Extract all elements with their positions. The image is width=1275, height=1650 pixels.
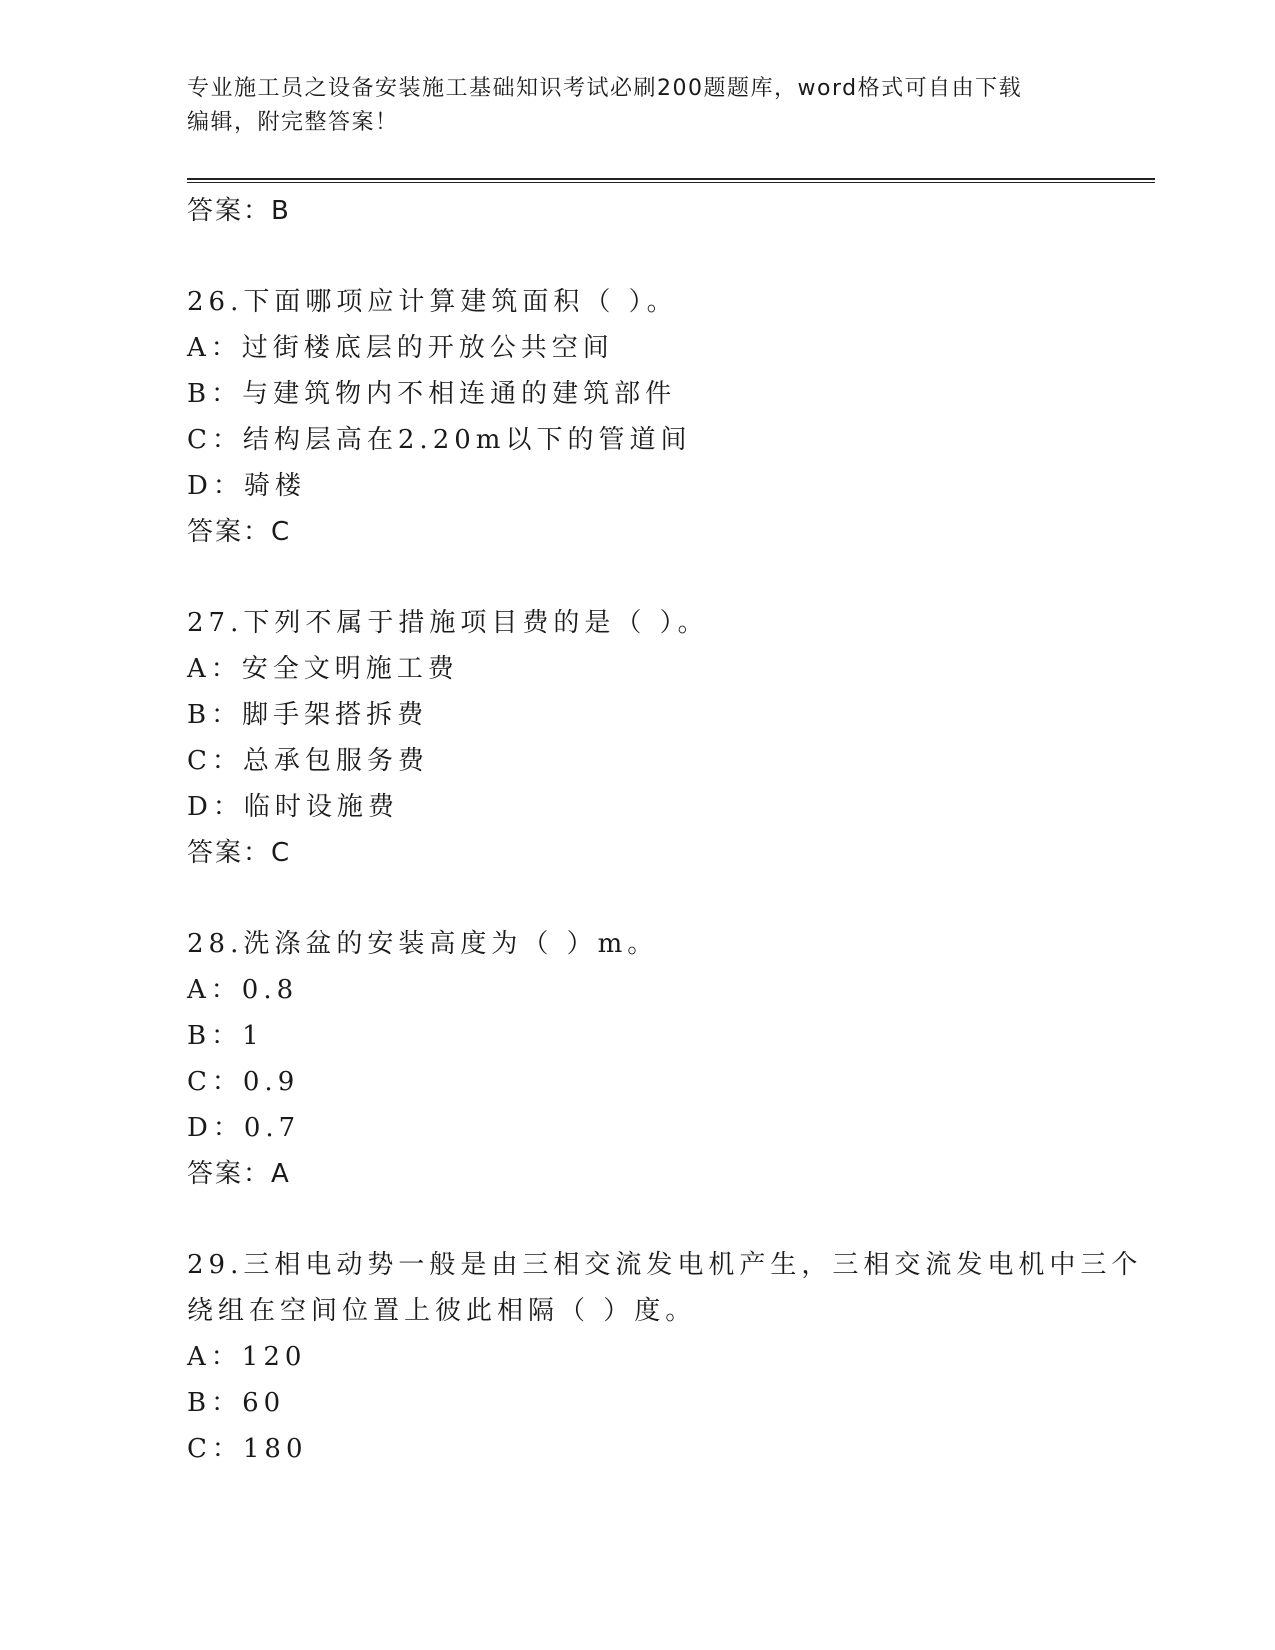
question-stem: 29.三相电动势一般是由三相交流发电机产生，三相交流发电机中三个 xyxy=(187,1250,1143,1280)
option-a: A：过街楼底层的开放公共空间 xyxy=(187,333,614,363)
question-27 xyxy=(187,600,1087,876)
question-stem: 26.下面哪项应计算建筑面积（ ）。 xyxy=(187,287,678,317)
option-c: C：总承包服务费 xyxy=(187,746,429,776)
option-d: D：骑楼 xyxy=(187,471,306,501)
option-c: C：0.9 xyxy=(187,1067,300,1097)
spacer xyxy=(187,1197,1087,1242)
option-b: B：与建筑物内不相连通的建筑部件 xyxy=(187,379,677,409)
answer-label: 答案：C xyxy=(187,517,292,547)
answer-label: 答案：C xyxy=(187,838,292,868)
option-a: A：安全文明施工费 xyxy=(187,654,459,684)
option-b: B：1 xyxy=(187,1021,264,1051)
question-28 xyxy=(187,921,1087,1197)
option-d: D：0.7 xyxy=(187,1113,301,1143)
question-stem: 27.下列不属于措施项目费的是（ ）。 xyxy=(187,608,709,638)
question-list xyxy=(187,188,1143,1472)
question-29 xyxy=(187,1242,1143,1472)
question-26 xyxy=(187,279,1087,555)
header-divider xyxy=(187,178,1155,183)
answer-label: 答案：A xyxy=(187,1159,291,1189)
spacer xyxy=(187,555,1087,600)
question-stem-continued: 绕组在空间位置上彼此相隔（ ）度。 xyxy=(187,1296,697,1326)
header-line-2: 编辑，附完整答案！ xyxy=(187,110,399,135)
spacer xyxy=(187,234,1087,279)
question-stem: 28.洗涤盆的安装高度为（ ）m。 xyxy=(187,929,659,959)
option-d: D：临时设施费 xyxy=(187,792,399,822)
option-a: A：0.8 xyxy=(187,975,299,1005)
option-b: B：60 xyxy=(187,1388,286,1418)
previous-answer: 答案：B xyxy=(187,196,291,226)
spacer xyxy=(187,876,1087,921)
header-line-1: 专业施工员之设备安装施工基础知识考试必刷200题题库，word格式可自由下载 xyxy=(187,76,1023,101)
document-header xyxy=(187,72,1087,140)
option-c: C：180 xyxy=(187,1434,308,1464)
option-c: C：结构层高在2.20m以下的管道间 xyxy=(187,425,692,455)
option-a: A：120 xyxy=(187,1342,307,1372)
option-b: B：脚手架搭拆费 xyxy=(187,700,429,730)
